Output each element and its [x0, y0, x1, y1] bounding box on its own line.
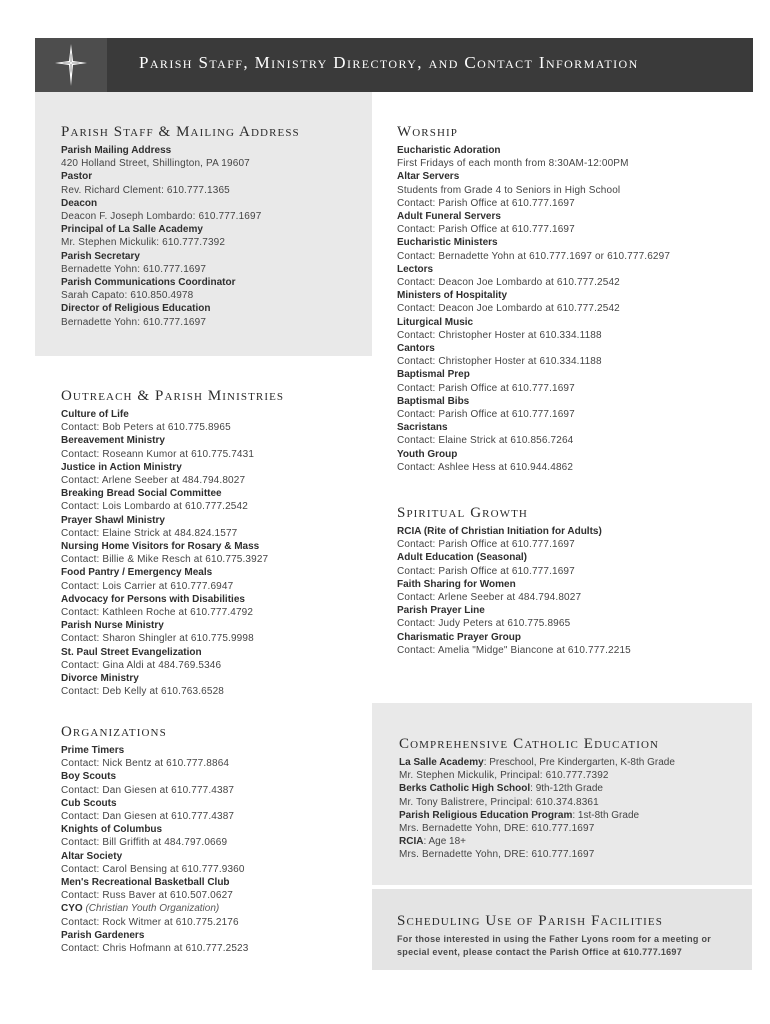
spiritual-item-value: Contact: Arlene Seeber at 484.794.8027 [397, 592, 582, 604]
spiritual-item-value: Contact: Parish Office at 610.777.1697 [397, 565, 575, 577]
organizations-item-label-note: (Christian Youth Organization) [85, 903, 220, 915]
organizations-item-value: Contact: Nick Bentz at 610.777.8864 [61, 758, 230, 770]
outreach-item-value: Contact: Bob Peters at 610.775.8965 [61, 422, 231, 434]
education-item-label: Parish Religious Education Program [399, 809, 573, 821]
staff-item-value: Mr. Stephen Mickulik: 610.777.7392 [61, 237, 226, 249]
organizations-item-label-text: CYO [61, 903, 83, 915]
spiritual-item-label: Adult Education (Seasonal) [397, 552, 528, 564]
spiritual-item-value: Contact: Judy Peters at 610.775.8965 [397, 618, 571, 630]
staff-item-value: Sarah Capato: 610.850.4978 [61, 290, 194, 302]
worship-item-value: Contact: Parish Office at 610.777.1697 [397, 197, 575, 209]
education-item-line [399, 756, 675, 769]
worship-item-value: Contact: Elaine Strick at 610.856.7264 [397, 435, 574, 447]
worship-item-label: Baptismal Bibs [397, 395, 470, 407]
outreach-item-label: Prayer Shawl Ministry [61, 514, 165, 526]
outreach-item-value: Contact: Gina Aldi at 484.769.5346 [61, 659, 222, 671]
outreach-item-label: Bereavement Ministry [61, 435, 165, 447]
organizations-item-value: Contact: Dan Giesen at 610.777.4387 [61, 811, 235, 823]
worship-item-label: Baptismal Prep [397, 369, 470, 381]
staff-item-value: Deacon F. Joseph Lombardo: 610.777.1697 [61, 211, 262, 223]
education-section [399, 736, 675, 862]
staff-item-value: Bernadette Yohn: 610.777.1697 [61, 316, 207, 328]
outreach-item-value: Contact: Kathleen Roche at 610.777.4792 [61, 607, 254, 619]
worship-item-value: Contact: Christopher Hoster at 610.334.1188 [397, 329, 602, 341]
worship-item-value: Contact: Deacon Joe Lombardo at 610.777.2542 [397, 277, 620, 289]
staff-heading: Parish Staff & Mailing Address [61, 124, 300, 140]
organizations-item-value: Contact: Chris Hofmann at 610.777.2523 [61, 943, 249, 955]
organizations-item-label: Altar Society [61, 850, 123, 862]
worship-item-label: Youth Group [397, 448, 458, 460]
outreach-item-value: Contact: Arlene Seeber at 484.794.8027 [61, 475, 246, 487]
spiritual-item-label: Parish Prayer Line [397, 605, 485, 617]
education-item-detail: : Age 18+ [423, 836, 466, 848]
staff-item-label: Parish Secretary [61, 250, 140, 262]
organizations-item-label [61, 902, 248, 915]
outreach-item-label: Breaking Bread Social Committee [61, 488, 222, 500]
education-item-label: La Salle Academy [399, 757, 484, 768]
outreach-item-value: Contact: Lois Carrier at 610.777.6947 [61, 580, 234, 592]
organizations-item-value: Contact: Rock Witmer at 610.775.2176 [61, 916, 239, 928]
page-title: Parish Staff, Ministry Directory, and Contact Information [139, 53, 639, 72]
worship-item-value: Contact: Christopher Hoster at 610.334.1188 [397, 356, 602, 368]
worship-item-value: First Fridays of each month from 8:30AM-12:00PM [397, 158, 629, 170]
worship-item-label: Altar Servers [397, 171, 460, 183]
facilities-note: For those interested in using the Father Lyons room for a meeting or special event, please contact the Parish Office at 610.777.1697 [397, 934, 712, 957]
education-item-label: Berks Catholic High School [399, 783, 531, 795]
outreach-item-label: Parish Nurse Ministry [61, 620, 164, 632]
staff-item-label: Director of Religious Education [61, 303, 211, 315]
education-item-value: Mrs. Bernadette Yohn, DRE: 610.777.1697 [399, 823, 595, 835]
education-item-label: RCIA [399, 836, 424, 848]
facilities-heading: Scheduling Use of Parish Facilities [397, 913, 663, 929]
organizations-item-label: Prime Timers [61, 745, 125, 756]
worship-item-label: Liturgical Music [397, 316, 474, 328]
outreach-item-value: Contact: Billie & Mike Resch at 610.775.3927 [61, 554, 269, 566]
education-item-value: Mrs. Bernadette Yohn, DRE: 610.777.1697 [399, 849, 595, 861]
worship-heading: Worship [397, 124, 458, 140]
outreach-item-value: Contact: Deb Kelly at 610.763.6528 [61, 686, 224, 698]
worship-section [397, 124, 670, 474]
education-item-detail: : 1st-8th Grade [572, 809, 640, 821]
staff-item-label: Principal of La Salle Academy [61, 224, 203, 236]
spiritual-growth-heading: Spiritual Growth [397, 505, 528, 521]
organizations-item-label: Parish Gardeners [61, 929, 145, 941]
outreach-item-label: Culture of Life [61, 409, 129, 420]
worship-item-label: Lectors [397, 263, 434, 275]
organizations-item-label: Cub Scouts [61, 797, 117, 809]
outreach-item-label: Advocacy for Persons with Disabilities [61, 593, 245, 605]
staff-item-value: 420 Holland Street, Shillington, PA 19607 [61, 158, 250, 170]
worship-item-label: Eucharistic Ministers [397, 237, 498, 249]
outreach-item-value: Contact: Sharon Shingler at 610.775.9998 [61, 633, 254, 645]
worship-item-label: Sacristans [397, 422, 448, 434]
outreach-item-label: Nursing Home Visitors for Rosary & Mass [61, 541, 260, 553]
staff-item-label: Deacon [61, 197, 98, 209]
outreach-item-label: St. Paul Street Evangelization [61, 646, 202, 658]
worship-item-value: Contact: Parish Office at 610.777.1697 [397, 224, 575, 236]
organizations-heading: Organizations [61, 724, 167, 740]
worship-item-value: Students from Grade 4 to Seniors in High School [397, 184, 621, 196]
education-item-line [399, 809, 675, 822]
worship-item-label: Ministers of Hospitality [397, 290, 508, 302]
worship-item-value: Contact: Deacon Joe Lombardo at 610.777.2542 [397, 303, 620, 315]
staff-item-value: Rev. Richard Clement: 610.777.1365 [61, 184, 230, 196]
outreach-item-label: Food Pantry / Emergency Meals [61, 567, 213, 579]
staff-item-label: Parish Communications Coordinator [61, 277, 236, 289]
worship-item-label: Eucharistic Adoration [397, 145, 501, 156]
organizations-section [61, 724, 248, 955]
organizations-item-label: Boy Scouts [61, 771, 117, 783]
spiritual-item-label: RCIA (Rite of Christian Initiation for Adults) [397, 526, 602, 537]
cross-star-icon [55, 44, 87, 86]
education-heading: Comprehensive Catholic Education [399, 736, 660, 752]
worship-item-value: Contact: Parish Office at 610.777.1697 [397, 409, 575, 421]
worship-item-label: Cantors [397, 343, 435, 355]
outreach-heading: Outreach & Parish Ministries [61, 388, 285, 404]
staff-item-value: Bernadette Yohn: 610.777.1697 [61, 263, 207, 275]
staff-item-label: Pastor [61, 171, 93, 183]
organizations-item-label: Knights of Columbus [61, 824, 163, 836]
outreach-item-value: Contact: Lois Lombardo at 610.777.2542 [61, 501, 248, 513]
facilities-section [397, 913, 719, 959]
spiritual-growth-section [397, 505, 631, 657]
spiritual-item-value: Contact: Parish Office at 610.777.1697 [397, 539, 575, 551]
staff-item-label: Parish Mailing Address [61, 145, 172, 156]
outreach-item-label: Divorce Ministry [61, 673, 139, 685]
outreach-section [61, 388, 284, 698]
staff-section [61, 124, 300, 329]
spiritual-item-label: Charismatic Prayer Group [397, 631, 521, 643]
organizations-item-value: Contact: Dan Giesen at 610.777.4387 [61, 784, 235, 796]
header-banner [35, 38, 753, 92]
worship-item-value: Contact: Parish Office at 610.777.1697 [397, 382, 575, 394]
worship-item-value: Contact: Bernadette Yohn at 610.777.1697 or 610.777.6297 [397, 250, 671, 262]
outreach-item-value: Contact: Elaine Strick at 484.824.1577 [61, 527, 238, 539]
education-item-detail: : Preschool, Pre Kindergarten, K-8th Grade [483, 757, 675, 768]
spiritual-item-label: Faith Sharing for Women [397, 578, 516, 590]
education-item-detail: : 9th-12th Grade [530, 783, 603, 795]
education-item-value: Mr. Tony Balistrere, Principal: 610.374.8361 [399, 796, 599, 808]
outreach-item-label: Justice in Action Ministry [61, 461, 182, 473]
organizations-item-value: Contact: Russ Baver at 610.507.0627 [61, 890, 234, 902]
worship-item-label: Adult Funeral Servers [397, 211, 501, 223]
logo [35, 38, 107, 92]
organizations-item-label: Men's Recreational Basketball Club [61, 877, 230, 889]
education-item-line [399, 835, 675, 848]
spiritual-item-value: Contact: Amelia "Midge" Biancone at 610.777.2215 [397, 644, 631, 656]
education-item-value: Mr. Stephen Mickulik, Principal: 610.777.7392 [399, 770, 609, 782]
outreach-item-value: Contact: Roseann Kumor at 610.775.7431 [61, 448, 255, 460]
organizations-item-value: Contact: Carol Bensing at 610.777.9360 [61, 863, 245, 875]
worship-item-value: Contact: Ashlee Hess at 610.944.4862 [397, 461, 574, 473]
organizations-item-value: Contact: Bill Griffith at 484.797.0669 [61, 837, 228, 849]
education-item-line [399, 782, 675, 795]
